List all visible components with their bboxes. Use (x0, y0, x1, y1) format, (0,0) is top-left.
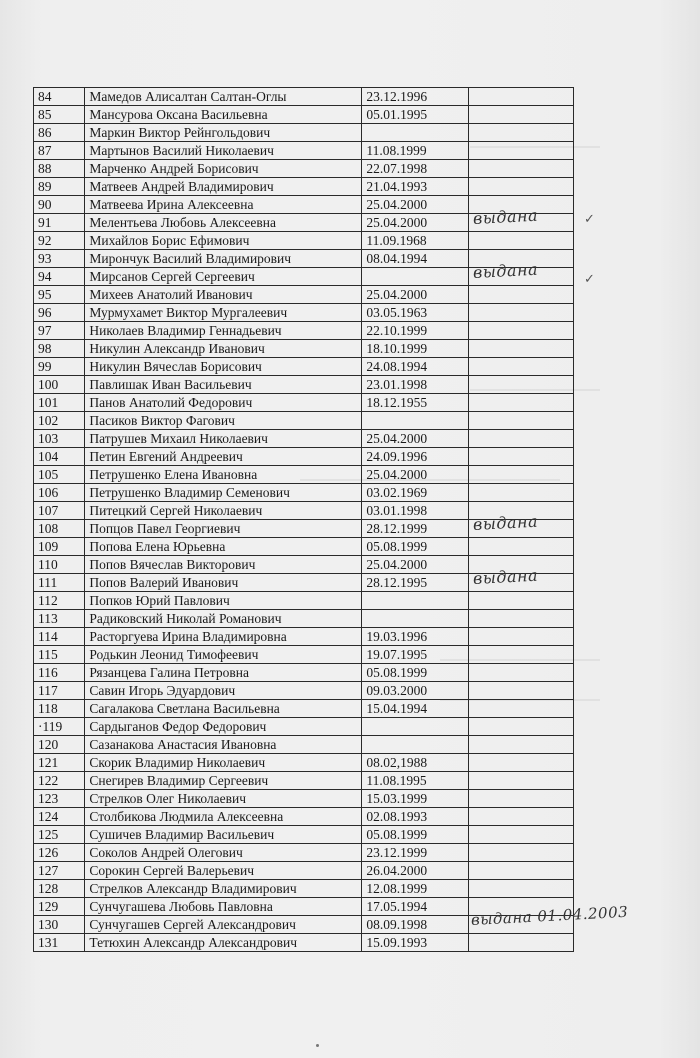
date-cell: 23.01.1998 (362, 376, 469, 394)
person-name: Панов Анатолий Федорович (85, 394, 362, 412)
handwritten-note: выдана (472, 259, 539, 282)
table-row (34, 664, 574, 682)
date-cell: 25.04.2000 (362, 466, 469, 484)
table-row (34, 826, 574, 844)
row-number: 97 (34, 322, 85, 340)
person-name: Скорик Владимир Николаевич (85, 754, 362, 772)
person-name: Сунчугашева Любовь Павловна (85, 898, 362, 916)
note-cell (469, 772, 574, 790)
note-cell (469, 754, 574, 772)
note-cell (469, 88, 574, 106)
person-name: Мамедов Алисалтан Салтан-Оглы (85, 88, 362, 106)
person-name: Павлишак Иван Васильевич (85, 376, 362, 394)
row-number: 104 (34, 448, 85, 466)
date-cell: 23.12.1996 (362, 88, 469, 106)
note-cell (469, 934, 574, 952)
row-number: 89 (34, 178, 85, 196)
note-cell (469, 682, 574, 700)
date-cell: 08.04.1994 (362, 250, 469, 268)
date-cell: 05.01.1995 (362, 106, 469, 124)
row-number: 123 (34, 790, 85, 808)
table-row (34, 286, 574, 304)
note-cell (469, 430, 574, 448)
date-cell: 15.03.1999 (362, 790, 469, 808)
date-cell: 25.04.2000 (362, 214, 469, 232)
date-cell: 25.04.2000 (362, 430, 469, 448)
date-cell: 28.12.1999 (362, 520, 469, 538)
table-row (34, 466, 574, 484)
row-number: 103 (34, 430, 85, 448)
table-row (34, 610, 574, 628)
handwritten-note: выдана 01.04.2003 (470, 902, 629, 929)
person-name: Маркин Виктор Рейнгольдович (85, 124, 362, 142)
handwritten-note: выдана (472, 205, 539, 228)
table-row (34, 700, 574, 718)
note-cell (469, 142, 574, 160)
row-number: 100 (34, 376, 85, 394)
person-name: Сорокин Сергей Валерьевич (85, 862, 362, 880)
date-cell: 25.04.2000 (362, 196, 469, 214)
row-number: 108 (34, 520, 85, 538)
note-cell (469, 448, 574, 466)
row-number: 113 (34, 610, 85, 628)
person-name: Николаев Владимир Геннадьевич (85, 322, 362, 340)
note-cell (469, 718, 574, 736)
note-cell (469, 646, 574, 664)
person-name: Рязанцева Галина Петровна (85, 664, 362, 682)
note-cell (469, 565, 574, 592)
table-row (34, 430, 574, 448)
row-number: 95 (34, 286, 85, 304)
note-cell (469, 358, 574, 376)
register-table (33, 87, 629, 952)
date-cell: 11.09.1968 (362, 232, 469, 250)
check-mark-icon: ✓ (584, 212, 595, 227)
row-number: 84 (34, 88, 85, 106)
date-cell: 15.04.1994 (362, 700, 469, 718)
row-number: 94 (34, 268, 85, 286)
date-cell (362, 592, 469, 610)
table-row (34, 520, 574, 538)
person-name: Патрушев Михаил Николаевич (85, 430, 362, 448)
row-number: 87 (34, 142, 85, 160)
person-name: Мурмухамет Виктор Мургалеевич (85, 304, 362, 322)
note-cell (469, 736, 574, 754)
row-number: 88 (34, 160, 85, 178)
row-number: 111 (34, 574, 85, 592)
note-cell (469, 862, 574, 880)
date-cell: 24.09.1996 (362, 448, 469, 466)
date-cell (362, 268, 469, 286)
table-row (34, 880, 574, 898)
person-name: Соколов Андрей Олегович (85, 844, 362, 862)
date-cell (362, 736, 469, 754)
person-name: Стрелков Александр Владимирович (85, 880, 362, 898)
row-number: 130 (34, 916, 85, 934)
note-cell (469, 826, 574, 844)
table-row (34, 412, 574, 430)
person-name: Питецкий Сергей Николаевич (85, 502, 362, 520)
note-cell (469, 902, 629, 934)
person-name: Сушичев Владимир Васильевич (85, 826, 362, 844)
note-cell (469, 106, 574, 124)
date-cell: 09.03.2000 (362, 682, 469, 700)
table-row (34, 772, 574, 790)
date-cell: 11.08.1999 (362, 142, 469, 160)
note-cell (469, 304, 574, 322)
table-row (34, 232, 574, 250)
person-name: Мартынов Василий Николаевич (85, 142, 362, 160)
row-number: ·119 (34, 718, 85, 736)
person-name: Столбикова Людмила Алексеевна (85, 808, 362, 826)
date-cell: 15.09.1993 (362, 934, 469, 952)
date-cell: 18.12.1955 (362, 394, 469, 412)
date-cell: 05.08.1999 (362, 826, 469, 844)
table-row (34, 268, 574, 286)
note-cell (469, 376, 574, 394)
table-row (34, 124, 574, 142)
row-number: 99 (34, 358, 85, 376)
note-cell (469, 790, 574, 808)
note-cell (469, 466, 574, 484)
date-cell (362, 610, 469, 628)
table-row (34, 574, 574, 592)
note-cell (469, 259, 574, 286)
person-name: Матвеева Ирина Алексеевна (85, 196, 362, 214)
table-row (34, 718, 574, 736)
person-name: Мирончук Василий Владимирович (85, 250, 362, 268)
person-name: Сунчугашев Сергей Александрович (85, 916, 362, 934)
table-row (34, 916, 574, 934)
table-row (34, 646, 574, 664)
person-name: Расторгуева Ирина Владимировна (85, 628, 362, 646)
row-number: 106 (34, 484, 85, 502)
table-row (34, 592, 574, 610)
date-cell: 18.10.1999 (362, 340, 469, 358)
row-number: 102 (34, 412, 85, 430)
date-cell: 24.08.1994 (362, 358, 469, 376)
row-number: 86 (34, 124, 85, 142)
date-cell: 23.12.1999 (362, 844, 469, 862)
note-cell (469, 664, 574, 682)
date-cell (362, 718, 469, 736)
table-row (34, 358, 574, 376)
row-number: 118 (34, 700, 85, 718)
date-cell: 25.04.2000 (362, 556, 469, 574)
note-cell (469, 412, 574, 430)
person-name: Попов Вячеслав Викторович (85, 556, 362, 574)
person-name: Попцов Павел Георгиевич (85, 520, 362, 538)
note-cell (469, 808, 574, 826)
person-name: Михайлов Борис Ефимович (85, 232, 362, 250)
note-cell (469, 340, 574, 358)
row-number: 126 (34, 844, 85, 862)
row-number: 92 (34, 232, 85, 250)
row-number: 115 (34, 646, 85, 664)
note-cell (469, 844, 574, 862)
note-cell (469, 178, 574, 196)
table-row (34, 376, 574, 394)
date-cell: 22.10.1999 (362, 322, 469, 340)
table-row (34, 448, 574, 466)
date-cell: 28.12.1995 (362, 574, 469, 592)
note-cell (469, 160, 574, 178)
table-row (34, 790, 574, 808)
date-cell: 19.07.1995 (362, 646, 469, 664)
person-name: Стрелков Олег Николаевич (85, 790, 362, 808)
row-number: 122 (34, 772, 85, 790)
row-number: 93 (34, 250, 85, 268)
person-name: Марченко Андрей Борисович (85, 160, 362, 178)
person-name: Никулин Александр Иванович (85, 340, 362, 358)
person-name: Попков Юрий Павлович (85, 592, 362, 610)
person-name: Мирсанов Сергей Сергеевич (85, 268, 362, 286)
row-number: 116 (34, 664, 85, 682)
table-row (34, 736, 574, 754)
row-number: 101 (34, 394, 85, 412)
person-name: Родькин Леонид Тимофеевич (85, 646, 362, 664)
date-cell: 05.08.1999 (362, 538, 469, 556)
table-row (34, 754, 574, 772)
table-row (34, 304, 574, 322)
handwritten-note: выдана (472, 511, 539, 534)
note-cell (469, 322, 574, 340)
row-number: 112 (34, 592, 85, 610)
row-number: 127 (34, 862, 85, 880)
date-cell: 25.04.2000 (362, 286, 469, 304)
row-number: 85 (34, 106, 85, 124)
row-number: 109 (34, 538, 85, 556)
table-row (34, 628, 574, 646)
note-cell (469, 286, 574, 304)
row-number: 121 (34, 754, 85, 772)
note-cell (469, 205, 574, 232)
row-number: 120 (34, 736, 85, 754)
row-number: 110 (34, 556, 85, 574)
note-cell (469, 880, 574, 898)
check-mark-icon: ✓ (584, 272, 595, 287)
date-cell (362, 124, 469, 142)
person-name: Мансурова Оксана Васильевна (85, 106, 362, 124)
date-cell: 21.04.1993 (362, 178, 469, 196)
row-number: 131 (34, 934, 85, 952)
date-cell: 17.05.1994 (362, 898, 469, 916)
person-name: Петрушенко Елена Ивановна (85, 466, 362, 484)
person-name: Мелентьева Любовь Алексеевна (85, 214, 362, 232)
person-name: Сагалакова Светлана Васильевна (85, 700, 362, 718)
note-cell (469, 394, 574, 412)
table-row (34, 538, 574, 556)
person-name: Пасиков Виктор Фагович (85, 412, 362, 430)
note-cell (469, 610, 574, 628)
date-cell: 08.02,1988 (362, 754, 469, 772)
note-cell (469, 124, 574, 142)
date-cell: 11.08.1995 (362, 772, 469, 790)
table-row (34, 106, 574, 124)
note-cell (469, 232, 574, 250)
note-cell (469, 628, 574, 646)
table-row (34, 160, 574, 178)
table-row (34, 340, 574, 358)
date-cell: 03.05.1963 (362, 304, 469, 322)
row-number: 96 (34, 304, 85, 322)
person-name: Михеев Анатолий Иванович (85, 286, 362, 304)
note-cell (469, 484, 574, 502)
row-number: 114 (34, 628, 85, 646)
person-name: Сазанакова Анастасия Ивановна (85, 736, 362, 754)
handwritten-note: выдана (472, 565, 539, 588)
row-number: 90 (34, 196, 85, 214)
row-number: 105 (34, 466, 85, 484)
table-row (34, 142, 574, 160)
table-row (34, 808, 574, 826)
note-cell (469, 511, 574, 538)
date-cell: 19.03.1996 (362, 628, 469, 646)
table-row (34, 88, 574, 106)
note-cell (469, 592, 574, 610)
person-name: Попова Елена Юрьевна (85, 538, 362, 556)
table-row (34, 934, 574, 952)
date-cell: 02.08.1993 (362, 808, 469, 826)
row-number: 91 (34, 214, 85, 232)
person-name: Сардыганов Федор Федорович (85, 718, 362, 736)
date-cell: 03.02.1969 (362, 484, 469, 502)
row-number: 129 (34, 898, 85, 916)
date-cell: 26.04.2000 (362, 862, 469, 880)
table-row (34, 484, 574, 502)
table-row (34, 682, 574, 700)
person-name: Снегирев Владимир Сергеевич (85, 772, 362, 790)
date-cell (362, 412, 469, 430)
person-name: Никулин Вячеслав Борисович (85, 358, 362, 376)
person-name: Савин Игорь Эдуардович (85, 682, 362, 700)
row-number: 124 (34, 808, 85, 826)
date-cell: 22.07.1998 (362, 160, 469, 178)
row-number: 107 (34, 502, 85, 520)
date-cell: 12.08.1999 (362, 880, 469, 898)
table-row (34, 322, 574, 340)
row-number: 98 (34, 340, 85, 358)
note-cell (469, 538, 574, 556)
person-name: Петин Евгений Андреевич (85, 448, 362, 466)
date-cell: 05.08.1999 (362, 664, 469, 682)
date-cell: 08.09.1998 (362, 916, 469, 934)
person-name: Матвеев Андрей Владимирович (85, 178, 362, 196)
person-name: Петрушенко Владимир Семенович (85, 484, 362, 502)
person-name: Тетюхин Александр Александрович (85, 934, 362, 952)
page-dot (316, 1044, 319, 1047)
note-cell (469, 700, 574, 718)
table-row (34, 844, 574, 862)
person-name: Радиковский Николай Романович (85, 610, 362, 628)
table-row (34, 214, 574, 232)
row-number: 125 (34, 826, 85, 844)
row-number: 128 (34, 880, 85, 898)
row-number: 117 (34, 682, 85, 700)
table-row (34, 178, 574, 196)
date-cell: 03.01.1998 (362, 502, 469, 520)
person-name: Попов Валерий Иванович (85, 574, 362, 592)
table-row (34, 862, 574, 880)
table-row (34, 394, 574, 412)
